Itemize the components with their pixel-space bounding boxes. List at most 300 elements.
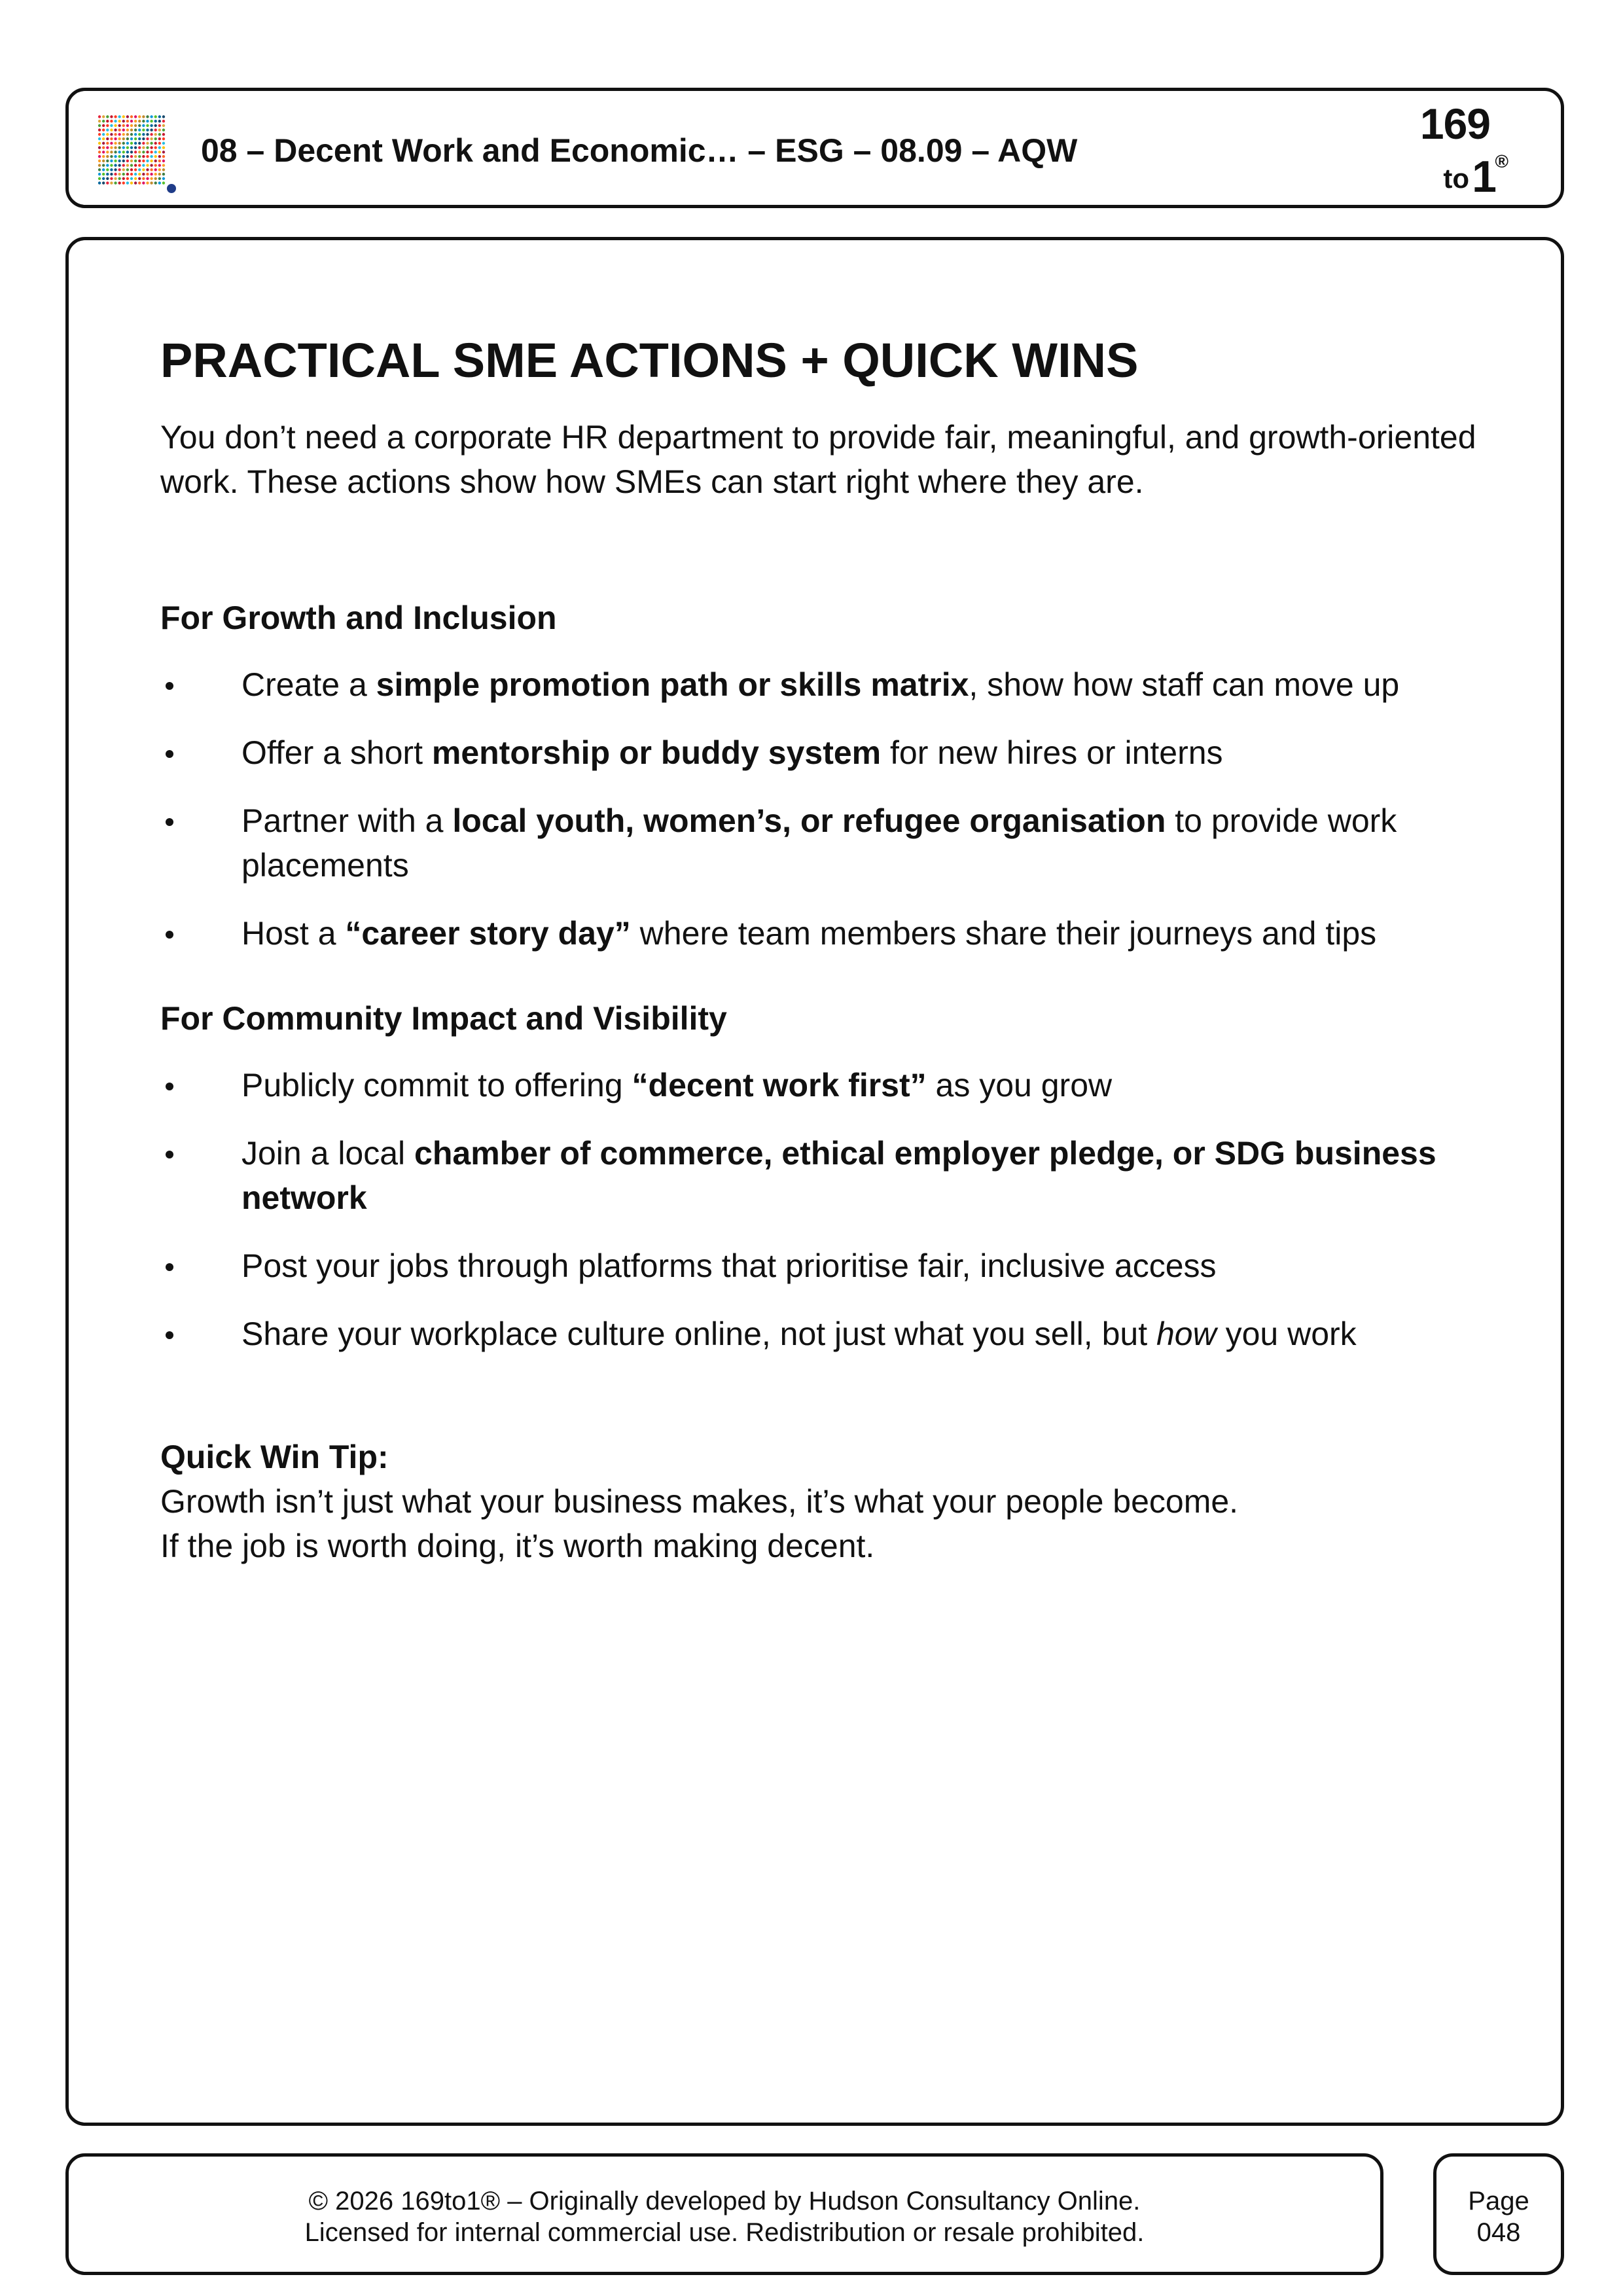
logo-dot-mark [106,164,109,166]
logo-dot-mark [102,142,105,145]
logo-dot-mark [114,177,116,180]
logo-dot-mark [130,133,133,135]
logo-dot-mark [162,124,165,127]
item-text: Share your workplace culture online, not just what you sell, but [241,1315,1156,1352]
logo-dot-mark [122,124,125,127]
item-emphasis: local youth, women’s, or refugee organisation [452,802,1166,839]
section-heading-growth: For Growth and Inclusion [160,599,557,636]
logo-dot-mark [114,164,116,166]
logo-dot-mark [146,155,149,158]
logo-dot-mark [106,115,109,118]
logo-dot-mark [118,128,120,131]
logo-dot-mark [134,160,137,162]
logo-dot-mark [146,160,149,162]
logo-dot-mark [102,115,105,118]
logo-dot-mark [98,142,101,145]
logo-dot-mark [98,146,101,149]
logo-dot-mark [146,164,149,166]
logo-dot-mark [150,128,152,131]
logo-dot-mark [110,151,113,153]
logo-dot-mark [134,128,137,131]
logo-dot-mark [138,120,141,122]
logo-dot-mark [130,142,133,145]
logo-dot-mark [98,164,101,166]
logo-dot-mark [102,155,105,158]
logo-dot-mark [102,128,105,131]
logo-dot-mark [134,137,137,140]
logo-dot-mark [142,151,145,153]
logo-dot-mark [106,142,109,145]
logo-dot-mark [158,181,161,184]
logo-dot-mark [158,177,161,180]
logo-dot-mark [134,120,137,122]
logo-dot-mark [118,142,120,145]
logo-dot-mark [98,173,101,175]
logo-dot-mark [138,181,141,184]
logo-dot-mark [126,120,129,122]
logo-dot-mark [162,160,165,162]
logo-dot-mark [158,120,161,122]
logo-dot-mark [150,164,152,166]
logo-dot-mark [130,151,133,153]
logo-dot-mark [150,168,152,171]
brand-registered-mark: ® [1495,151,1508,171]
logo-dot-mark [118,155,120,158]
logo-dot-mark [134,115,137,118]
logo-dot-mark [138,160,141,162]
logo-dot-mark [142,168,145,171]
item-emphasis: simple promotion path or skills matrix [376,666,969,703]
logo-dot-mark [98,120,101,122]
logo-dot-mark [122,128,125,131]
logo-dot-mark [106,120,109,122]
logo-dot-mark [142,164,145,166]
logo-dot-mark [126,133,129,135]
logo-dot-mark [110,137,113,140]
logo-dot-mark [142,115,145,118]
logo-dot-mark [130,155,133,158]
logo-dot-mark [142,124,145,127]
header-bar [65,88,1564,208]
logo-dot-mark [130,181,133,184]
logo-dot-mark [118,164,120,166]
logo-dot-mark [150,151,152,153]
item-text: Create a [241,666,376,703]
logo-dot-mark [130,128,133,131]
logo-dot-mark [138,133,141,135]
logo-dot-mark [154,120,157,122]
logo-dot-mark [162,164,165,166]
logo-dot-mark [162,155,165,158]
logo-dot-mark [106,133,109,135]
logo-dot-mark [114,168,116,171]
logo-dot-mark [106,173,109,175]
logo-dot-mark [158,128,161,131]
logo-dot-mark [146,142,149,145]
logo-dot-mark [158,155,161,158]
copyright-line: © 2026 169to1® – Originally developed by Hudson Consultancy Online. [308,2187,1141,2215]
item-text: Offer a short [241,734,432,771]
quick-win-tip-line: If the job is worth doing, it’s worth making decent. [160,1527,875,1564]
logo-dot-mark [122,177,125,180]
logo-dot-mark [110,133,113,135]
logo-dot-mark [146,133,149,135]
main-content-panel [65,237,1564,2126]
logo-dot-mark [118,168,120,171]
logo-dot-mark [118,181,120,184]
logo-dot-mark [138,155,141,158]
logo-dot-mark [130,173,133,175]
logo-dot-mark [102,137,105,140]
logo-dot-mark [114,115,116,118]
logo-dot-mark [98,177,101,180]
logo-dot-mark [158,115,161,118]
logo-dot-mark [118,177,120,180]
item-text: where team members share their journeys and tips [630,914,1377,952]
growth-bullet-list [160,662,1489,956]
logo-dot-mark [162,142,165,145]
logo-dot-mark [102,124,105,127]
logo-dot-mark [138,137,141,140]
logo-dot-mark [158,173,161,175]
logo-dot-mark [162,128,165,131]
logo-dot-mark [142,155,145,158]
logo-dot [167,184,176,193]
logo-dot-mark [150,124,152,127]
logo-dot-mark [130,137,133,140]
logo-dot-mark [126,164,129,166]
logo-dot-mark [130,168,133,171]
logo-dot-mark [154,164,157,166]
logo-dot-mark [162,137,165,140]
logo-dot-mark [122,133,125,135]
logo-dot-mark [110,177,113,180]
logo-dot-mark [142,173,145,175]
community-bullet-list [160,1063,1489,1356]
logo-dot-mark [106,124,109,127]
logo-dot-mark [146,124,149,127]
logo-dot-mark [110,124,113,127]
logo-dot-mark [158,124,161,127]
logo-dot-mark [158,133,161,135]
logo-dot-mark [114,146,116,149]
logo-dot-mark [114,173,116,175]
logo-dot-mark [158,160,161,162]
logo-dot-mark [142,120,145,122]
logo-dot-mark [150,120,152,122]
logo-dot-mark [110,160,113,162]
page-title: PRACTICAL SME ACTIONS + QUICK WINS [160,333,1139,387]
logo-dot-mark [154,115,157,118]
logo-dot-mark [98,155,101,158]
logo-dot-mark [114,133,116,135]
logo-dot-mark [150,177,152,180]
logo-dot-mark [134,164,137,166]
logo-dot-mark [126,173,129,175]
logo-dot-mark [162,115,165,118]
logo-dot-mark [130,120,133,122]
logo-dot-mark [150,155,152,158]
list-item [160,1244,1489,1288]
logo-dot-mark [146,137,149,140]
logo-dot-mark [126,168,129,171]
item-text: as you grow [926,1066,1113,1103]
brand-logo [1378,99,1508,202]
list-item [160,1131,1489,1220]
logo-dot-mark [134,173,137,175]
logo-dot-mark [118,120,120,122]
logo-dot-mark [134,181,137,184]
logo-dot-mark [118,137,120,140]
logo-dot-mark [122,115,125,118]
logo-dot-mark [102,151,105,153]
item-text: Join a local [241,1134,415,1172]
logo-dot-mark [134,146,137,149]
logo-dot-mark [126,137,129,140]
logo-dot-mark [142,181,145,184]
logo-dot-mark [106,128,109,131]
document-breadcrumb: 08 – Decent Work and Economic… – ESG – 08.09 – AQW [201,132,1078,169]
logo-dot-mark [134,168,137,171]
logo-dot-mark [162,146,165,149]
logo-dot-mark [146,168,149,171]
logo-dot-mark [110,164,113,166]
item-text: Post your jobs through platforms that prioritise fair, inclusive access [241,1247,1217,1284]
logo-dot-mark [110,146,113,149]
quick-win-tip-line: Growth isn’t just what your business makes, it’s what your people become. [160,1482,1239,1520]
logo-dot-mark [138,142,141,145]
logo-dot-mark [98,133,101,135]
logo-dot-mark [154,137,157,140]
logo-dot-mark [138,164,141,166]
logo-dot-mark [150,142,152,145]
list-item [160,730,1489,775]
logo-dot-mark [106,155,109,158]
logo-dot-mark [146,173,149,175]
logo-dot-mark [102,133,105,135]
logo-dot-mark [142,142,145,145]
logo-dot-mark [134,151,137,153]
logo-dot-mark [106,177,109,180]
logo-dot-mark [98,137,101,140]
logo-dot-mark [154,173,157,175]
content-area [160,332,1489,1568]
logo-dot-mark [158,146,161,149]
logo-dot-mark [154,177,157,180]
list-item [160,1063,1489,1107]
logo-dot-mark [122,137,125,140]
logo-dot-mark [106,168,109,171]
logo-dot-mark [98,160,101,162]
logo-dot-mark [154,142,157,145]
logo-dot-mark [98,151,101,153]
logo-dot-mark [150,133,152,135]
logo-dot-mark [114,155,116,158]
logo-dot-mark [146,146,149,149]
logo-dot-mark [138,124,141,127]
logo-dot-mark [122,173,125,175]
section-heading-community: For Community Impact and Visibility [160,999,727,1037]
logo-dot-mark [150,181,152,184]
logo-dot-mark [122,120,125,122]
logo-dot-mark [98,115,101,118]
logo-dot-mark [138,177,141,180]
footer-license-box [65,2153,1383,2275]
logo-dot-mark [114,142,116,145]
logo-dot-mark [126,160,129,162]
logo-dot-mark [114,124,116,127]
logo-dot-mark [102,146,105,149]
logo-dot-mark [102,164,105,166]
page-label: Page [1468,2187,1529,2215]
logo-dot-mark [126,124,129,127]
logo-dot-mark [154,168,157,171]
logo-dot-mark [150,146,152,149]
list-item [160,1312,1489,1356]
logo-dot-mark [118,173,120,175]
logo-dot-mark [142,137,145,140]
logo-dot-mark [118,124,120,127]
logo-dot-mark [114,181,116,184]
logo-dot-mark [142,160,145,162]
logo-dot-mark [142,146,145,149]
logo-dot-mark [122,164,125,166]
logo-dot-mark [134,142,137,145]
logo-dot-mark [102,168,105,171]
logo-dot-mark [162,173,165,175]
logo-dot-mark [106,151,109,153]
item-italic: how [1156,1315,1217,1352]
item-emphasis: “career story day” [345,914,631,952]
logo-dot-mark [162,168,165,171]
logo-dot-mark [154,151,157,153]
logo-dot-mark [138,173,141,175]
logo-dot-mark [122,146,125,149]
item-emphasis: “decent work first” [632,1066,927,1103]
logo-dot-mark [142,128,145,131]
logo-dot-mark [146,120,149,122]
logo-dot-mark [158,164,161,166]
logo-dot-mark [138,168,141,171]
logo-dot-mark [130,146,133,149]
logo-dot-mark [154,160,157,162]
logo-dot-mark [118,151,120,153]
logo-dot-mark [106,181,109,184]
logo-dot-mark [110,120,113,122]
logo-dot-mark [150,173,152,175]
logo-dot-mark [98,128,101,131]
logo-dot-mark [146,115,149,118]
logo-dot-mark [114,128,116,131]
logo-dot-mark [122,142,125,145]
logo-dot-mark [154,146,157,149]
logo-dot-mark [162,133,165,135]
logo-dot-mark [126,181,129,184]
brand-to: to [1443,163,1469,194]
logo-dot-mark [142,133,145,135]
page-number: 048 [1476,2218,1521,2247]
logo-dot-mark [102,120,105,122]
logo-dot-mark [102,177,105,180]
logo-dot-mark [146,177,149,180]
logo-dot-mark [106,160,109,162]
logo-dot-mark [110,181,113,184]
logo-dot-mark [126,128,129,131]
logo-dot-mark [126,115,129,118]
logo-dot-mark [118,115,120,118]
logo-dot-mark [126,146,129,149]
item-emphasis: mentorship or buddy system [431,734,882,771]
logo-dot-mark [130,115,133,118]
brand-number: 169 [1419,99,1490,148]
logo-dot-mark [146,128,149,131]
logo-dot-mark [134,155,137,158]
logo-dot-mark [162,151,165,153]
logo-dot-mark [110,173,113,175]
logo-dot-mark [122,181,125,184]
logo-dot-mark [106,137,109,140]
item-emphasis: chamber of commerce, ethical employer pledge, or SDG business network [241,1134,1436,1216]
logo-dot-mark [110,115,113,118]
list-item [160,911,1489,956]
logo-dot-mark [130,177,133,180]
logo-dot-mark [130,160,133,162]
logo-dot-mark [134,124,137,127]
logo-dot-mark [150,160,152,162]
item-text: , show how staff can move up [969,666,1400,703]
sdg-grid-logo [98,115,166,185]
logo-dot-mark [138,115,141,118]
logo-dot-mark [130,164,133,166]
item-text: you work [1216,1315,1357,1352]
logo-dot-mark [114,160,116,162]
logo-dot-mark [122,168,125,171]
logo-dot-mark [142,177,145,180]
logo-dot-mark [146,151,149,153]
logo-dot-mark [110,168,113,171]
logo-dot-mark [126,177,129,180]
logo-dot-mark [150,115,152,118]
logo-dot-mark [162,181,165,184]
logo-dot-mark [162,120,165,122]
logo-dot-mark [154,124,157,127]
license-line: Licensed for internal commercial use. Redistribution or resale prohibited. [304,2218,1145,2247]
logo-dot-mark [130,124,133,127]
logo-dot-mark [138,151,141,153]
logo-dot-mark [158,142,161,145]
list-item [160,798,1489,888]
logo-dot-mark [150,137,152,140]
logo-dot-mark [126,155,129,158]
logo-dot-mark [158,151,161,153]
item-text: to provide work placements [241,802,1397,884]
page-number-box [1433,2153,1564,2275]
logo-dot-mark [158,168,161,171]
logo-dot-mark [102,160,105,162]
logo-dot-mark [98,181,101,184]
brand-one: 1 [1472,152,1497,202]
footer-text [69,2185,1380,2248]
item-text: Host a [241,914,346,952]
logo-dot-mark [162,177,165,180]
logo-dot-mark [106,146,109,149]
logo-dot-mark [118,160,120,162]
logo-dot-mark [102,181,105,184]
logo-dot-mark [126,142,129,145]
logo-dot-mark [134,177,137,180]
logo-dot-mark [114,120,116,122]
logo-dot-mark [122,151,125,153]
